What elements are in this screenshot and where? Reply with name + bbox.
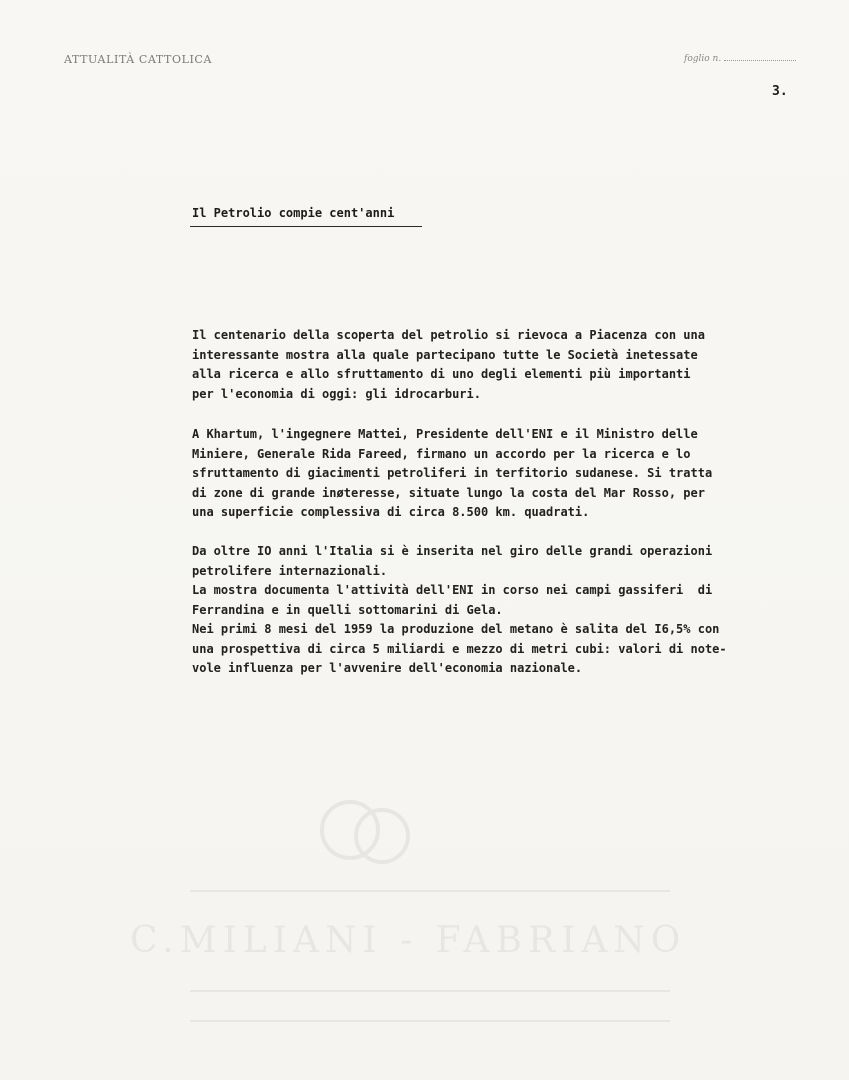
- text-line: per l'economia di oggi: gli idrocarburi.: [192, 386, 481, 401]
- page-number: 3.: [772, 84, 788, 99]
- publication-header: ATTUALITÀ CATTOLICA: [64, 53, 212, 66]
- text-line: La mostra documenta l'attività dell'ENI in corso nei campi gassiferi di: [192, 583, 713, 597]
- text-line: interessante mostra alla quale partecipano tutte le Società inetessate: [192, 347, 698, 362]
- title-underline: [190, 226, 422, 227]
- text-line: Da oltre IO anni l'Italia si è inserita nel giro delle grandi operazioni: [192, 544, 713, 558]
- paper-watermark: [130, 790, 730, 1070]
- watermark-logo-icon: [310, 790, 420, 880]
- text-line: sfruttamento di giacimenti petroliferi in terfitorio sudanese. Si tratta: [192, 466, 713, 480]
- text-line: vole influenza per l'avvenire dell'economia nazionale.: [192, 661, 583, 675]
- document-title: Il Petrolio compie cent'anni: [192, 206, 395, 220]
- text-line: A Khartum, l'ingegnere Mattei, Presidente dell'ENI e il Ministro delle: [192, 427, 698, 441]
- paragraph-2: [192, 425, 812, 523]
- watermark-line: [190, 1020, 670, 1022]
- watermark-line: [190, 890, 670, 892]
- text-line: una prospettiva di circa 5 miliardi e mezzo di metri cubi: valori di note-: [192, 641, 727, 656]
- paragraph-1: [192, 326, 812, 404]
- text-line: Il centenario della scoperta del petrolio si rievoca a Piacenza con una: [192, 328, 705, 342]
- sheet-number-label: foglio n.: [684, 54, 722, 64]
- text-line: petrolifere internazionali.: [192, 563, 388, 578]
- text-line: di zone di grande inøteresse, situate lungo la costa del Mar Rosso, per: [192, 485, 705, 500]
- text-line: una superficie complessiva di circa 8.500 km. quadrati.: [192, 505, 590, 519]
- sheet-number-field: [684, 52, 798, 64]
- text-line: alla ricerca e allo sfruttamento di uno degli elementi più importanti: [192, 367, 691, 381]
- watermark-text: C.MILIANI - FABRIANO: [130, 920, 687, 961]
- text-line: Miniere, Generale Rida Fareed, firmano un accordo per la ricerca e lo: [192, 446, 691, 461]
- watermark-line: [190, 990, 670, 992]
- sheet-number-blank: [724, 52, 796, 61]
- text-line: Nei primi 8 mesi del 1959 la produzione del metano è salita del I6,5% con: [192, 622, 720, 636]
- paragraph-3: [192, 542, 812, 679]
- text-line: Ferrandina e in quelli sottomarini di Gela.: [192, 602, 503, 617]
